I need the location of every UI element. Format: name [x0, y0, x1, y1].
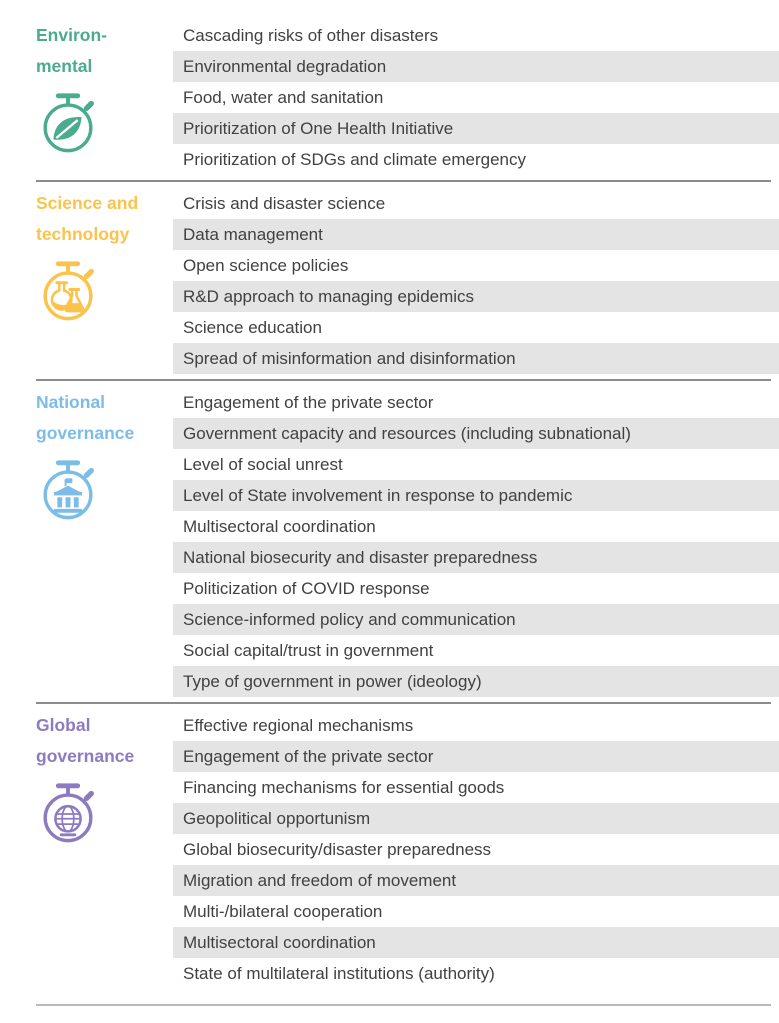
section-science-and-technology — [0, 180, 779, 379]
table-row — [173, 219, 779, 250]
table-row — [173, 188, 779, 219]
table-row — [173, 418, 779, 449]
table-row — [173, 803, 779, 834]
row-label: Crisis and disaster science — [183, 193, 386, 213]
table-row — [173, 20, 779, 51]
row-label: State of multilateral institutions (authority) — [183, 963, 495, 983]
row-label: Science-informed policy and communication — [183, 609, 516, 629]
section-label-column — [0, 188, 173, 374]
section-label-line-2: governance — [36, 746, 135, 766]
leaf-stopwatch-icon — [35, 89, 101, 155]
section-items — [173, 188, 779, 374]
table-row — [173, 542, 779, 573]
row-label: R&D approach to managing epidemics — [183, 286, 475, 306]
table-row — [173, 604, 779, 635]
table-row — [173, 480, 779, 511]
section-label-column — [0, 20, 173, 175]
row-label: Science education — [183, 317, 322, 337]
table-row — [173, 927, 779, 958]
table-row — [173, 51, 779, 82]
table-row — [173, 343, 779, 374]
section-label-column — [0, 710, 173, 989]
section-label-line-1: Science and — [36, 193, 139, 213]
section-label-line-2: technology — [36, 224, 130, 244]
row-label: Engagement of the private sector — [183, 392, 434, 412]
row-label: Multisectoral coordination — [183, 516, 376, 536]
row-label: National biosecurity and disaster preparedness — [183, 547, 538, 567]
section-label-line-1: National — [36, 392, 106, 412]
section-label-line-2: mental — [36, 56, 93, 76]
row-label: Level of State involvement in response to pandemic — [183, 485, 573, 505]
bottom-divider — [36, 1004, 771, 1006]
row-label: Geopolitical opportunism — [183, 808, 371, 828]
section-label-line-1: Environ- — [36, 25, 107, 45]
table-row — [173, 865, 779, 896]
row-label: Financing mechanisms for essential goods — [183, 777, 505, 797]
row-label: Engagement of the private sector — [183, 746, 434, 766]
row-label: Spread of misinformation and disinformation — [183, 348, 516, 368]
table-row — [173, 449, 779, 480]
table-row — [173, 250, 779, 281]
table-row — [173, 772, 779, 803]
section-label-line-2: governance — [36, 423, 135, 443]
section-items — [173, 710, 779, 989]
table-row — [173, 82, 779, 113]
row-label: Cascading risks of other disasters — [183, 25, 439, 45]
table-row — [173, 511, 779, 542]
table-row — [173, 387, 779, 418]
table-row — [173, 666, 779, 697]
table-row — [173, 144, 779, 175]
row-label: Politicization of COVID response — [183, 578, 430, 598]
globe-stopwatch-icon — [35, 779, 101, 845]
row-label: Effective regional mechanisms — [183, 715, 414, 735]
row-label: Open science policies — [183, 255, 349, 275]
row-label: Global biosecurity/disaster preparedness — [183, 839, 492, 859]
row-label: Prioritization of One Health Initiative — [183, 118, 454, 138]
table-row — [173, 896, 779, 927]
table-row — [173, 635, 779, 666]
section-items — [173, 387, 779, 697]
table-row — [173, 113, 779, 144]
row-label: Multisectoral coordination — [183, 932, 376, 952]
section-global-governance — [0, 702, 779, 994]
table-row — [173, 834, 779, 865]
section-label-line-1: Global — [36, 715, 91, 735]
row-label: Type of government in power (ideology) — [183, 671, 482, 691]
row-label: Multi-/bilateral cooperation — [183, 901, 383, 921]
bank-stopwatch-icon — [35, 456, 101, 522]
section-national-governance — [0, 379, 779, 702]
row-label: Government capacity and resources (including subnational) — [183, 423, 631, 443]
row-label: Level of social unrest — [183, 454, 343, 474]
table-row — [173, 312, 779, 343]
row-label: Social capital/trust in government — [183, 640, 434, 660]
table-row — [173, 741, 779, 772]
row-label: Data management — [183, 224, 323, 244]
table-row — [173, 710, 779, 741]
table-row — [173, 958, 779, 989]
section-label-column — [0, 387, 173, 697]
lab-flasks-stopwatch-icon — [35, 257, 101, 323]
row-label: Prioritization of SDGs and climate emergency — [183, 149, 526, 169]
table-row — [173, 281, 779, 312]
row-label: Environmental degradation — [183, 56, 387, 76]
row-label: Migration and freedom of movement — [183, 870, 457, 890]
section-environmental — [0, 20, 779, 180]
table-row — [173, 573, 779, 604]
section-items — [173, 20, 779, 175]
row-label: Food, water and sanitation — [183, 87, 384, 107]
